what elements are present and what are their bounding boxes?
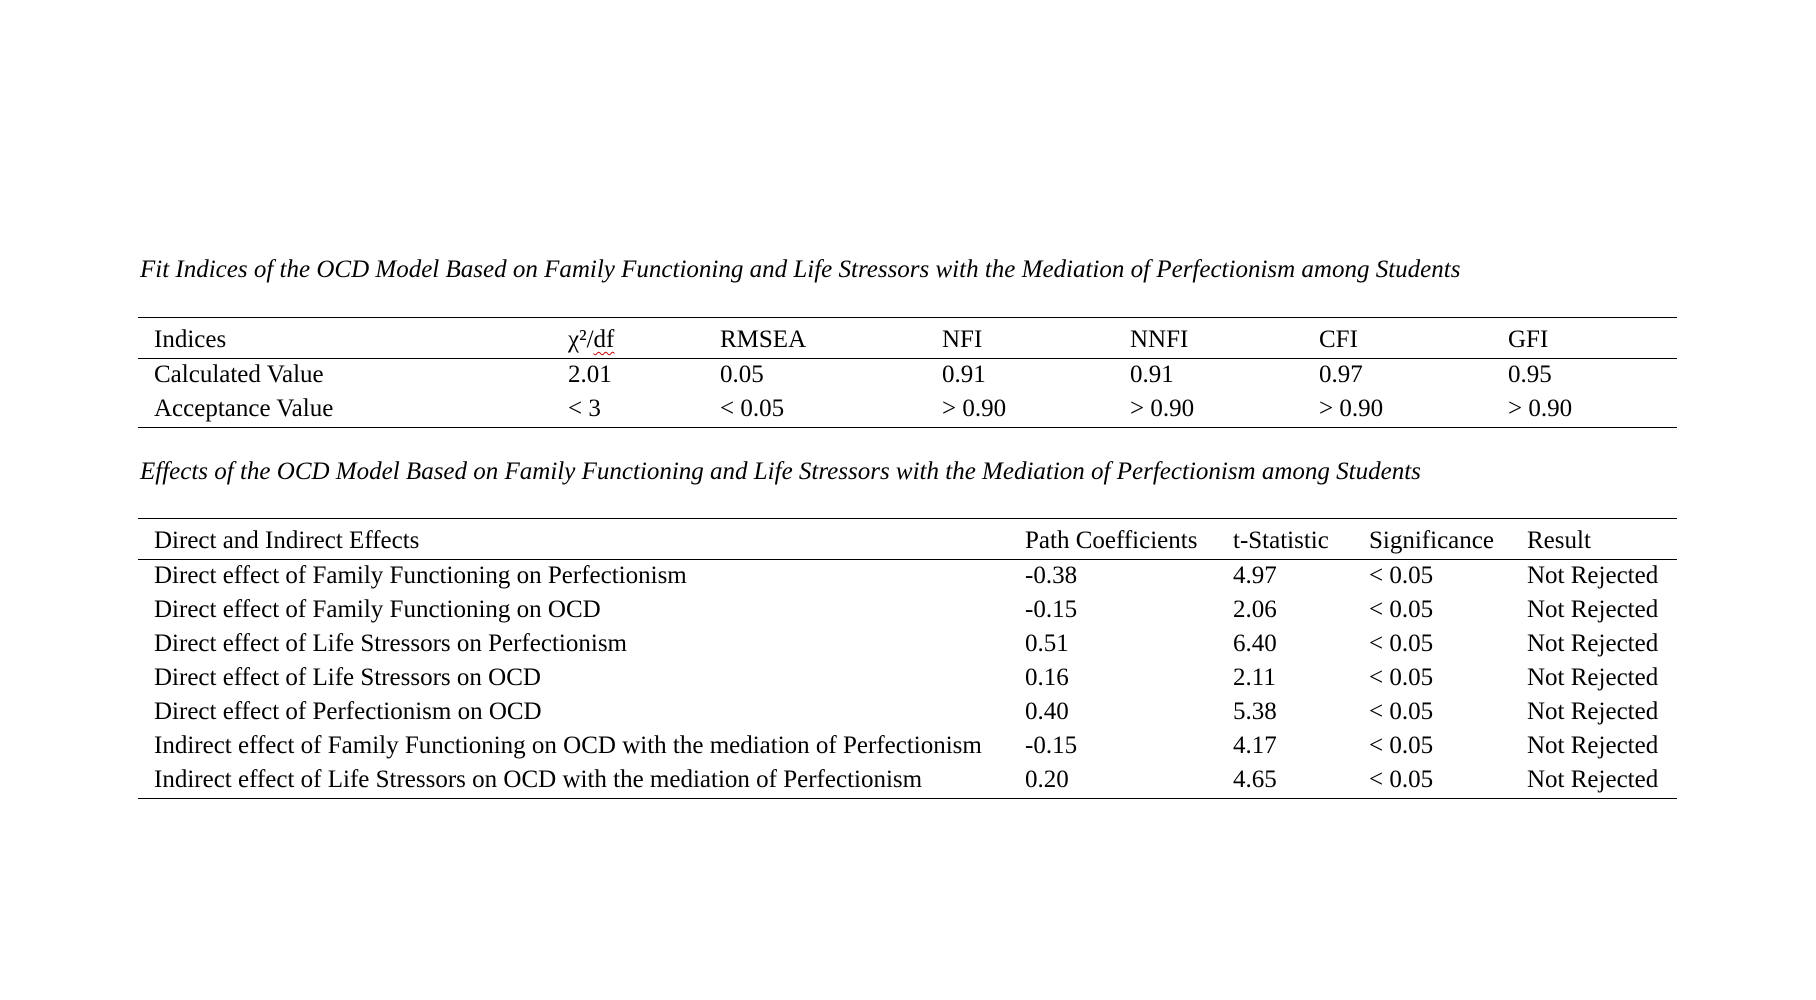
effects-header-label: Direct and Indirect Effects	[154, 527, 420, 554]
table-cell: < 0.05	[1369, 698, 1434, 725]
table-cell: 0.91	[1130, 361, 1174, 388]
table-cell: 0.91	[942, 361, 986, 388]
table-row	[138, 359, 1677, 394]
effects-header-result: Result	[1527, 527, 1591, 554]
table-cell: -0.15	[1025, 596, 1078, 623]
table-cell: < 0.05	[1369, 766, 1434, 793]
table-cell: Not Rejected	[1527, 732, 1659, 759]
table-cell: > 0.90	[1130, 395, 1195, 422]
table-cell: < 0.05	[1369, 630, 1434, 657]
table-row	[138, 764, 1677, 799]
table-cell: 0.20	[1025, 766, 1069, 793]
effects-table	[138, 518, 1677, 799]
table-cell: -0.15	[1025, 732, 1078, 759]
fit-header-cfi: CFI	[1319, 326, 1358, 353]
table-cell: < 0.05	[1369, 732, 1434, 759]
table-cell: Not Rejected	[1527, 766, 1659, 793]
fit-header-nfi: NFI	[942, 326, 983, 353]
table-cell: 4.17	[1233, 732, 1277, 759]
table-cell: 4.65	[1233, 766, 1277, 793]
row-label: Calculated Value	[154, 361, 324, 388]
fit-indices-table	[138, 317, 1677, 428]
table-cell: 5.38	[1233, 698, 1277, 725]
fit-header-rmsea: RMSEA	[720, 326, 807, 353]
table-row	[138, 393, 1677, 428]
table-cell: < 0.05	[1369, 596, 1434, 623]
fit-header-gfi: GFI	[1508, 326, 1549, 353]
effects-header-path-coefficients: Path Coefficients	[1025, 527, 1198, 554]
fit-header-indices: Indices	[154, 326, 227, 353]
effects-header-t-statistic: t-Statistic	[1233, 527, 1329, 554]
table-row	[138, 560, 1677, 595]
chi-squared-prefix: χ²/	[568, 326, 594, 353]
table-cell: 2.06	[1233, 596, 1277, 623]
table-cell: 0.51	[1025, 630, 1069, 657]
row-label: Indirect effect of Family Functioning on OCD with the mediation of Perfectionism	[154, 732, 982, 759]
table-cell: > 0.90	[942, 395, 1007, 422]
table-row	[138, 696, 1677, 730]
table-cell: 0.40	[1025, 698, 1069, 725]
table-cell: 0.05	[720, 361, 764, 388]
row-label: Direct effect of Perfectionism on OCD	[154, 698, 542, 725]
table-cell: < 3	[568, 395, 601, 422]
row-label: Direct effect of Family Functioning on Perfectionism	[154, 562, 687, 589]
fit-table-title: Fit Indices of the OCD Model Based on Family Functioning and Life Stressors with the Mediation of Perfectionism among Students	[140, 256, 1461, 283]
table-cell: 0.97	[1319, 361, 1363, 388]
effects-table-header-row	[138, 519, 1677, 560]
table-row	[138, 730, 1677, 764]
row-label: Direct effect of Life Stressors on Perfectionism	[154, 630, 627, 657]
fit-table-header-row	[138, 318, 1677, 359]
chi-df-misspelled-word: df	[593, 326, 615, 353]
table-cell: Not Rejected	[1527, 630, 1659, 657]
table-cell: 0.95	[1508, 361, 1552, 388]
table-cell: 2.01	[568, 361, 612, 388]
fit-header-nnfi: NNFI	[1130, 326, 1189, 353]
effects-header-significance: Significance	[1369, 527, 1494, 554]
table-cell: < 0.05	[1369, 664, 1434, 691]
fit-header-chi-df	[568, 318, 720, 359]
table-cell: 4.97	[1233, 562, 1277, 589]
table-cell: > 0.90	[1508, 395, 1573, 422]
table-row	[138, 594, 1677, 628]
row-label: Direct effect of Family Functioning on OCD	[154, 596, 601, 623]
table-cell: 0.16	[1025, 664, 1069, 691]
table-cell: Not Rejected	[1527, 698, 1659, 725]
row-label: Acceptance Value	[154, 395, 334, 422]
table-cell: Not Rejected	[1527, 562, 1659, 589]
table-cell: > 0.90	[1319, 395, 1384, 422]
table-cell: Not Rejected	[1527, 596, 1659, 623]
row-label: Direct effect of Life Stressors on OCD	[154, 664, 541, 691]
table-row	[138, 662, 1677, 696]
table-cell: < 0.05	[720, 395, 785, 422]
table-cell: Not Rejected	[1527, 664, 1659, 691]
table-cell: 2.11	[1233, 664, 1276, 691]
table-row	[138, 628, 1677, 662]
row-label: Indirect effect of Life Stressors on OCD with the mediation of Perfectionism	[154, 766, 923, 793]
effects-table-title: Effects of the OCD Model Based on Family Functioning and Life Stressors with the Mediation of Perfectionism among Students	[140, 458, 1421, 485]
table-cell: 6.40	[1233, 630, 1277, 657]
table-cell: < 0.05	[1369, 562, 1434, 589]
table-cell: -0.38	[1025, 562, 1078, 589]
